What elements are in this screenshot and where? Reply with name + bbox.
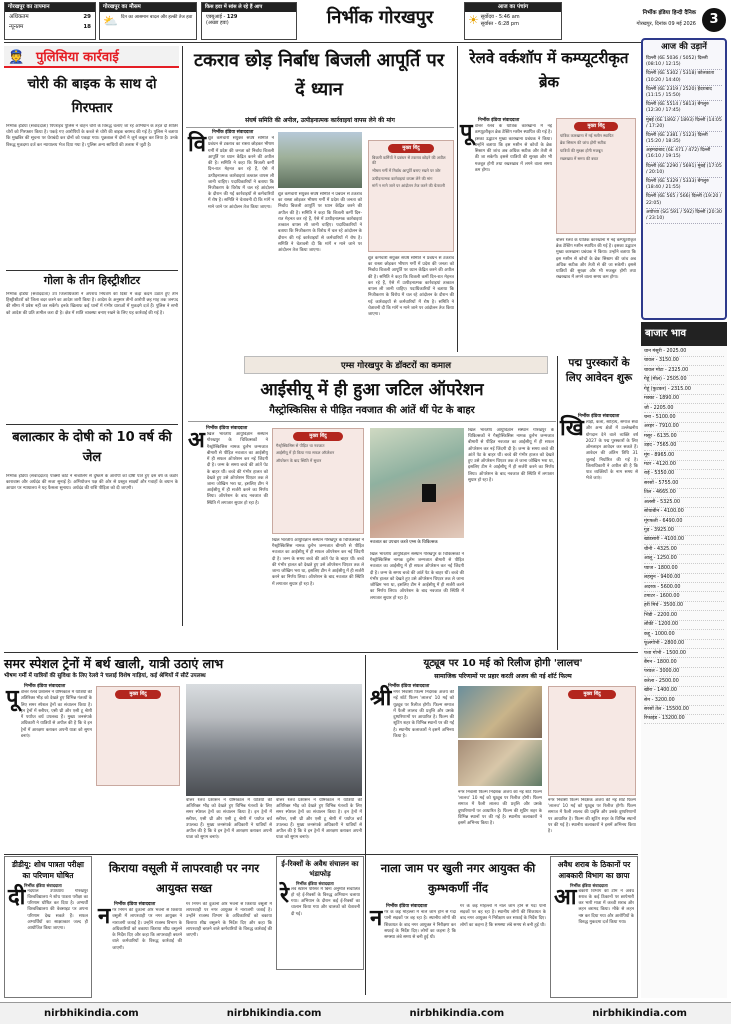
film-keypoints: [548, 686, 636, 796]
rent-headline: किराया वसूली में लापरवाही पर नगर आयुक्त सख्त: [108, 861, 260, 895]
center-article-1-dropcap: वि: [188, 132, 206, 158]
market-price-item: सरसों - 5755.00: [644, 479, 724, 488]
panchang-title: आज का पंचांग: [465, 3, 561, 12]
left-article-3-body: निर्भीक इंडिया (संवाददाता) पॉक्सो कोर्ट ने नाबालिग से दुष्कर्म के आरोपी को दोषी पाते हुए दस वर्ष के कठोर कारावास और अर्थदंड की सजा सुनाई है। अभियोजन पक्ष की ओर से प्रस्तुत साक्ष्यों और गवाहों के बयान के आधार पर न्यायालय ने यह फैसला सुनाया। अर्थदंड की राशि पीड़िता को दी जाएगी।: [6, 474, 178, 492]
max-temp-label: अधिकतम: [9, 14, 29, 21]
ddu-dropcap: दी: [8, 884, 26, 910]
film-dropcap: श्री: [370, 686, 392, 712]
liquor-body: बकारी विभाग की टीम ने अवैध शराब के कई ठिकानों पर छापेमारी कर भारी मात्रा में कच्ची शराब और लहन बरामद किया। मौके से लहन नष्ट कर दिया गया और आरोपियों के विरुद्ध मुकदमा दर्ज किया गया।: [578, 888, 634, 925]
blur-box: [422, 484, 436, 502]
market-title: बाजार भाव: [641, 322, 727, 346]
right-article-1-dropcap: पू: [460, 120, 473, 146]
market-price-item: परवल - 3000.00: [644, 668, 724, 677]
rent-body-col2: गर निगम की दुकानों और भवनों से किराया वसूली में लापरवाही पर नगर आयुक्त ने नाराजगी जताई है। उन्होंने राजस्व विभाग के अधिकारियों को बकाया किराया शीघ्र वसूलने के निर्देश दिए और कहा कि लापरवाही बरतने वाले कर्मचारियों के विरुद्ध कार्रवाई की जाएगी।: [186, 902, 272, 939]
footer-website[interactable]: nirbhikindia.com: [44, 1007, 139, 1019]
edition-name: निर्भीक इंडिया हिन्दी दैनिक: [642, 10, 696, 16]
min-temp-value: 18: [83, 23, 91, 30]
keypoint: भीषण गर्मी में निर्बाध आपूर्ति बनाए रखने पर जोर: [372, 168, 441, 174]
market-price-item: जौ - 2205.00: [644, 404, 724, 413]
keypoints-title: मुख्य बिंदु: [388, 144, 435, 153]
ddu-body: नदयाल उपाध्याय गोरखपुर विश्वविद्यालय ने शोध पात्रता परीक्षा का परिणाम घोषित कर दिया है। अभ्यर्थी विश्वविद्यालय की वेबसाइट पर अपना परिणाम देख सकते हैं। सफल अभ्यर्थियों का साक्षात्कार जल्द ही आयोजित किया जाएगा।: [27, 888, 88, 931]
aqi-box: किस हवा में सांस ले रहे हैं आप एक्यूआई - 129 (अच्छा हवा): [201, 2, 297, 40]
market-price-item: कद्दू - 1000.00: [644, 630, 724, 639]
temperature-box: [4, 2, 96, 40]
aqi-value: 129: [226, 13, 238, 20]
market-price-item: उड़द - 7565.00: [644, 442, 724, 451]
left-divider-1: [6, 270, 178, 271]
aiims-body-col2: खिल भारतीय आयुर्विज्ञान संस्थान गोरखपुर के चिकित्सकों ने गैस्ट्रोस्किसिस नामक दुर्लभ जन्मजात बीमारी से पीड़ित नवजात का आईसीयू में ही सफल ऑपरेशन कर नई जिंदगी दी है। जन्म के समय बच्चे की आंतें पेट के बाहर थीं। बच्चे की गंभीर हालत को देखते हुए उसे ऑपरेशन थिएटर तक ले जाना जोखिम भरा था, इसलिए टीम ने आईसीयू में ही सर्जरी करने का निर्णय लिया। ऑपरेशन के बाद नवजात की स्थिति में लगातार सुधार हो रहा है।: [272, 538, 364, 587]
summer-trains-body-col2: र्वोत्तर रेलवे प्रशासन ने ग्रीष्मकाल में यात्रियों की अतिरिक्त भीड़ को देखते हुए विभिन्न गंतव्यों के लिए समर स्पेशल ट्रेनों का संचालन किया है। इन ट्रेनों में स्लीपर, एसी थ्री और एसी टू श्रेणी में पर्याप्त बर्थ उपलब्ध हैं। मुख्य जनसंपर्क अधिकारी ने यात्रियों से अपील की है कि वे इन ट्रेनों में आरक्षण कराकर अपनी यात्रा को सुगम बनाएं।: [186, 798, 272, 841]
aiims-body-col3: खिल भारतीय आयुर्विज्ञान संस्थान गोरखपुर के चिकित्सकों ने गैस्ट्रोस्किसिस नामक दुर्लभ जन्मजात बीमारी से पीड़ित नवजात का आईसीयू में ही सफल ऑपरेशन कर नई जिंदगी दी है। जन्म के समय बच्चे की आंतें पेट के बाहर थीं। बच्चे की गंभीर हालत को देखते हुए उसे ऑपरेशन थिएटर तक ले जाना जोखिम भरा था, इसलिए टीम ने आईसीयू में ही सर्जरी करने का निर्णय लिया। ऑपरेशन के बाद नवजात की स्थिति में लगातार सुधार हो रहा है।: [370, 552, 464, 601]
lower-row-rule: [4, 854, 638, 855]
keypoints-title: मुख्य बिंदु: [115, 690, 161, 699]
center-article-1-byline: निर्भीक इंडिया संवाददाता: [212, 130, 254, 135]
summer-trains-text: [6, 684, 92, 804]
left-article-2-headline: गोला के तीन हिस्ट्रीशीटर: [43, 274, 141, 287]
erickshaw-headline: ई-रिक्शों के अवैध संचालन का भंडाफोड़: [281, 860, 359, 878]
flight-item: दिल्ली (6E 2319 / 2520) हैदराबाद (11:15 / 15:50): [646, 86, 722, 101]
market-price-item: सोयाबीन - 4100.00: [644, 508, 724, 517]
flight-item: मुंबई (6E 1892 / 1893) दिल्ली (14:05 / 17:20): [646, 117, 722, 132]
keypoints-title: मुख्य बिंदु: [568, 690, 616, 699]
section-banner-label: पुलिसिया कार्रवाई: [36, 50, 119, 65]
market-price-item: खांडसारी - 4100.00: [644, 536, 724, 545]
weather-title: गोरखपुर का मौसम: [100, 3, 196, 12]
footer-website[interactable]: nirbhikindia.com: [226, 1007, 322, 1019]
flight-item: दिल्ली (6E 2381 / 5123) दिल्ली (15:20 / 18:35): [646, 132, 722, 147]
erickshaw-dropcap: रे: [280, 882, 289, 908]
train-photo: [186, 684, 362, 796]
ddu-headline: डीडीयू: शोध पात्रता परीक्षा का परिणाम घोषित: [12, 860, 84, 880]
film-text: [370, 684, 454, 844]
market-price-item: टमाटर - 1600.00: [644, 592, 724, 601]
summer-trains-body: र्वोत्तर रेलवे प्रशासन ने ग्रीष्मकाल में यात्रियों की अतिरिक्त भीड़ को देखते हुए विभिन्न गंतव्यों के लिए समर स्पेशल ट्रेनों का संचालन किया है। इन ट्रेनों में स्लीपर, एसी थ्री और एसी टू श्रेणी में पर्याप्त बर्थ उपलब्ध हैं। मुख्य जनसंपर्क अधिकारी ने यात्रियों से अपील की है कि वे इन ट्रेनों में आरक्षण कराकर अपनी यात्रा को सुगम बनाएं।: [20, 690, 92, 739]
flight-item: अहमदाबाद (6E 471 / 472) दिल्ली (16:10 / 19:15): [646, 147, 722, 162]
right-article-1-body: र्वोत्तर रेलवे के यांत्रिक कारखाना में नई कम्प्यूटरीकृत ब्रेक टेस्टिंग मशीन स्थापित की गई है। इसका उद्घाटन मुख्य कारखाना प्रबंधक ने किया। उन्होंने बताया कि इस मशीन से कोचों के ब्रेक सिस्टम की जांच अब अधिक सटीक और तेजी से की जा सकेगी। इससे यात्रियों की सुरक्षा और भी मजबूत होगी तथा रखरखाव में लगने वाला समय कम होगा।: [474, 124, 552, 173]
rent-dropcap: न: [98, 904, 111, 930]
aqi-title: किस हवा में सांस ले रहे हैं आप: [202, 3, 296, 12]
aqi-status: (अच्छा हवा): [206, 20, 229, 27]
market-price-item: पत्ता गोभी - 1500.00: [644, 649, 724, 658]
masthead-rule: [4, 42, 727, 43]
aiims-subhead: गैस्ट्रोस्किसिस से पीड़ित नवजात की आंतें थीं पेट के बाहर: [188, 404, 556, 422]
flight-item: दिल्ली (6E 5329 / 5333) बेंगलुरु (18:40 / 21:55): [646, 178, 722, 193]
weather-text: दिन का आसमान बादल और हल्की तेज हवा: [120, 15, 193, 21]
rent-byline: निर्भीक इंडिया संवाददाता: [114, 902, 156, 907]
market-price-item: सरसों तेल - 15500.00: [644, 706, 724, 715]
left-article-1-body: निर्भीक इंडिया (संवाददाता) पिपराइच पुलिस ने वाहन चोरों के विरुद्ध चलाए जा रहे अभियान के तहत दो शातिर चोरों को गिरफ्तार किया है। पकड़े गए आरोपियों के कब्जे से चोरी की बाइक बरामद की गई है। पुलिस ने बताया कि मुखबिर की सूचना पर घेराबंदी कर दोनों को पकड़ा गया। पूछताछ में दोनों ने जुर्म कबूल कर लिया है। उनके विरुद्ध मुकदमा दर्ज कर न्यायालय भेज दिया गया है। पुलिस अन्य साथियों की तलाश में जुटी है।: [6, 124, 178, 148]
mid-rule: [4, 652, 638, 653]
market-price-item: मटर - 4120.00: [644, 461, 724, 470]
summer-trains-dropcap: पू: [6, 686, 19, 712]
ddu-box: [4, 856, 92, 998]
aiims-headline: आईसीयू में ही हुआ जटिल ऑपरेशन: [260, 380, 484, 400]
aiims-dropcap: अ: [188, 428, 205, 454]
drain-byline: निर्भीक इंडिया संवाददाता: [386, 904, 428, 909]
aiims-keypoints: [272, 428, 364, 534]
market-price-item: गेहूं (मील) - 2505.00: [644, 376, 724, 385]
center-article-1-subhead: संघर्ष समिति की अपील, उत्पीड़नात्मक कार्रवाइयां वापस लेने की मांग: [186, 117, 454, 128]
film-headline: यूट्यूब पर 10 मई को रिलीज होगी 'लालच': [423, 658, 583, 669]
flights-sidebar: [641, 38, 727, 320]
flight-item: अयोध्या (SG 591 / 592) दिल्ली (20:30 / 23:10): [646, 209, 722, 224]
center-article-1-text: [188, 130, 274, 350]
drain-dropcap: न: [370, 906, 383, 932]
aiims-text: [188, 426, 268, 648]
market-price-item: अलसी - 5325.00: [644, 498, 724, 507]
market-price-item: मक्का - 1890.00: [644, 395, 724, 404]
market-price-item: गेहूं (फुटकर) - 2315.00: [644, 385, 724, 394]
market-price-item: अरहर - 7910.00: [644, 423, 724, 432]
market-price-item: हरी मिर्च - 3500.00: [644, 602, 724, 611]
market-price-item: गुड़ - 3925.00: [644, 527, 724, 536]
market-list: [641, 346, 727, 727]
cloud-sun-icon: ⛅: [103, 14, 118, 29]
aiims-body-col4: खिल भारतीय आयुर्विज्ञान संस्थान गोरखपुर के चिकित्सकों ने गैस्ट्रोस्किसिस नामक दुर्लभ जन्मजात बीमारी से पीड़ित नवजात का आईसीयू में ही सफल ऑपरेशन कर नई जिंदगी दी है। जन्म के समय बच्चे की आंतें पेट के बाहर थीं। बच्चे की गंभीर हालत को देखते हुए उसे ऑपरेशन थिएटर तक ले जाना जोखिम भरा था, इसलिए टीम ने आईसीयू में ही सर्जरी करने का निर्णय लिया। ऑपरेशन के बाद नवजात की स्थिति में लगातार सुधार हो रहा है।: [468, 428, 554, 483]
market-price-item: करेला - 2500.00: [644, 677, 724, 686]
film-photo-2: [458, 740, 542, 786]
market-price-item: चावल - 3150.00: [644, 357, 724, 366]
summer-trains-headline: समर स्पेशल ट्रेनों में बर्थ खाली, यात्री उठाएं लाभ: [4, 656, 224, 671]
keypoint: बिजली कर्मियों ने प्रबंधन से टकराव छोड़ने की अपील की: [372, 154, 446, 166]
left-column-rule: [182, 46, 183, 626]
sun-icon: ☀: [468, 13, 479, 28]
flights-list: [643, 55, 725, 224]
drain-text: [370, 904, 456, 998]
drain-headline: नाला जाम पर खुली नगर आयुक्त की कुम्भकर्णी नींद: [380, 861, 536, 895]
market-price-item: मूंगफली - 6490.00: [644, 517, 724, 526]
market-price-item: अदरक - 5600.00: [644, 583, 724, 592]
market-price-item: मसूर - 6135.00: [644, 432, 724, 441]
masthead-title: निर्भीक गोरखपुर: [326, 7, 434, 28]
page-number: 3: [702, 8, 726, 32]
rent-body: गर निगम की दुकानों और भवनों से किराया वसूली में लापरवाही पर नगर आयुक्त ने नाराजगी जताई है। उन्होंने राजस्व विभाग के अधिकारियों को बकाया किराया शीघ्र वसूलने के निर्देश दिए और कहा कि लापरवाही बरतने वाले कर्मचारियों के विरुद्ध कार्रवाई की जाएगी।: [112, 908, 182, 951]
flights-title: आज की उड़ानें: [661, 42, 707, 52]
right-article-1-byline: निर्भीक इंडिया संवाददाता: [478, 118, 520, 123]
market-price-item: रिफाइंड - 13200.00: [644, 715, 724, 724]
market-price-item: खीरा - 1400.00: [644, 687, 724, 696]
market-price-item: फूलगोभी - 2800.00: [644, 640, 724, 649]
padma-text: [560, 414, 638, 648]
ddu-byline: निर्भीक इंडिया संवाददाता: [24, 883, 62, 888]
film-byline: निर्भीक इंडिया संवाददाता: [388, 684, 430, 689]
aiims-body: खिल भारतीय आयुर्विज्ञान संस्थान गोरखपुर के चिकित्सकों ने गैस्ट्रोस्किसिस नामक दुर्लभ जन्मजात बीमारी से पीड़ित नवजात का आईसीयू में ही सफल ऑपरेशन कर नई जिंदगी दी है। जन्म के समय बच्चे की आंतें पेट के बाहर थीं। बच्चे की गंभीर हालत को देखते हुए उसे ऑपरेशन थिएटर तक ले जाना जोखिम भरा था, इसलिए टीम ने आईसीयू में ही सर्जरी करने का निर्णय लिया। ऑपरेशन के बाद नवजात की स्थिति में लगातार सुधार हो रहा है।: [206, 432, 268, 506]
center-article-1-headline: टकराव छोड़ निर्बाध बिजली आपूर्ति पर दें ध्यान: [193, 50, 445, 100]
dateline: गोरखपुर, दिनांक 09 मई 2026: [636, 21, 696, 27]
footer-website[interactable]: nirbhikindia.com: [409, 1007, 505, 1019]
padma-rule: [557, 356, 558, 650]
liquor-dropcap: आ: [554, 884, 577, 910]
film-body-col2: नगर निवासी फिल्म निर्देशक अजय की नई शॉर्ट फिल्म 'लालच' 10 मई को यूट्यूब पर रिलीज होगी। फिल्म समाज में फैली लालच की प्रवृत्ति और उसके दुष्परिणामों पर आधारित है। फिल्म की शूटिंग शहर के विभिन्न स्थानों पर की गई है। स्थानीय कलाकारों ने इसमें अभिनय किया है।: [458, 790, 542, 827]
liquor-box: [550, 856, 638, 998]
film-photo-1: [458, 686, 542, 738]
section-banner: [4, 46, 179, 68]
left-divider-2: [6, 424, 178, 425]
keypoint: गैस्ट्रोस्किसिस से पीड़ित था नवजात: [276, 442, 325, 448]
liquor-headline: अवैध शराब के ठिकानों पर आबकारी विभाग का छापा: [557, 860, 631, 880]
flight-item: दिल्ली (6E 5514 / 5813) बेंगलुरु (12:30 / 17:45): [646, 101, 722, 116]
summer-trains-subhead: भीषण गर्मी में यात्रियों की सुविधा के लिए रेलवे ने चलाई विशेष गाड़ियां, कई श्रेणियों में सीटें उपलब्ध: [4, 673, 206, 679]
sunrise-time: सूर्योदय - 5:46 am: [480, 14, 520, 21]
bottom-left-rule: [365, 655, 366, 995]
center-article-1-body-col2: द्युत कर्मचारी संयुक्त संघर्ष समिति ने प्रबंधन से टकराव का रास्ता छोड़कर भीषण गर्मी में प्रदेश की जनता को निर्बाध बिजली आपूर्ति पर ध्यान केंद्रित करने की अपील की है। समिति ने कहा कि बिजली कर्मी दिन-रात मेहनत कर रहे हैं, ऐसे में उत्पीड़नात्मक कार्रवाइयां तत्काल वापस ली जानी चाहिए। पदाधिकारियों ने बताया कि निजीकरण के विरोध में चल रहे आंदोलन के दौरान की गई कार्रवाइयों से कर्मचारियों में रोष है। समिति ने चेतावनी दी कि मांगें न माने जाने पर आंदोलन तेज किया जाएगा।: [278, 192, 362, 253]
padma-dropcap: खि: [560, 416, 584, 442]
market-price-item: मूंग - 8965.00: [644, 451, 724, 460]
market-sidebar: [641, 322, 727, 998]
newborn-photo: [370, 428, 464, 538]
keypoint: आईसीयू में ही किया गया सफल ऑपरेशन: [276, 450, 335, 456]
market-price-item: लौकी - 1200.00: [644, 621, 724, 630]
film-body-col3: नगर निवासी फिल्म निर्देशक अजय की नई शॉर्ट फिल्म 'लालच' 10 मई को यूट्यूब पर रिलीज होगी। फिल्म समाज में फैली लालच की प्रवृत्ति और उसके दुष्परिणामों पर आधारित है। फिल्म की शूटिंग शहर के विभिन्न स्थानों पर की गई है। स्थानीय कलाकारों ने इसमें अभिनय किया है।: [548, 798, 636, 835]
right-article-1-keypoints: [556, 118, 636, 234]
left-article-1-headline: चोरी की बाइक के साथ दो गिरफ्तार: [27, 76, 157, 116]
market-price-item: सेम - 3200.00: [644, 696, 724, 705]
aqi-label: एक्यूआई: [206, 13, 222, 20]
panchang-box: [464, 2, 562, 40]
aiims-byline: निर्भीक इंडिया संवाददाता: [206, 426, 248, 431]
center-article-1-keypoints: [368, 140, 454, 252]
market-price-item: भिंडी - 2200.00: [644, 611, 724, 620]
center-article-1-body-col3: द्युत कर्मचारी संयुक्त संघर्ष समिति ने प्रबंधन से टकराव का रास्ता छोड़कर भीषण गर्मी में प्रदेश की जनता को निर्बाध बिजली आपूर्ति पर ध्यान केंद्रित करने की अपील की है। समिति ने कहा कि बिजली कर्मी दिन-रात मेहनत कर रहे हैं, ऐसे में उत्पीड़नात्मक कार्रवाइयां तत्काल वापस ली जानी चाहिए। पदाधिकारियों ने बताया कि निजीकरण के विरोध में चल रहे आंदोलन के दौरान की गई कार्रवाइयों से कर्मचारियों में रोष है। समिति ने चेतावनी दी कि मांगें न माने जाने पर आंदोलन तेज किया जाएगा।: [368, 256, 454, 317]
right-article-1-headline: रेलवे वर्कशॉप में कम्प्यूटरीकृत ब्रेक: [469, 49, 629, 91]
keypoints-title: मुख्य बिंदु: [293, 432, 343, 441]
right-article-1-body-col2: र्वोत्तर रेलवे के यांत्रिक कारखाना में नई कम्प्यूटरीकृत ब्रेक टेस्टिंग मशीन स्थापित की गई है। इसका उद्घाटन मुख्य कारखाना प्रबंधक ने किया। उन्होंने बताया कि इस मशीन से कोचों के ब्रेक सिस्टम की जांच अब अधिक सटीक और तेजी से की जा सकेगी। इससे यात्रियों की सुरक्षा और भी मजबूत होगी तथा रखरखाव में लगने वाला समय कम होगा।: [556, 238, 636, 281]
sunset-time: सूर्यास्त - 6:28 pm: [480, 21, 519, 28]
padma-byline: निर्भीक इंडिया संवाददाता: [578, 414, 620, 419]
padma-headline: पद्म पुरस्कारों के लिए आवेदन शुरू: [565, 357, 633, 384]
market-price-item: राई - 5350.00: [644, 470, 724, 479]
liquor-byline: निर्भीक इंडिया संवाददाता: [570, 883, 608, 888]
footer-bar: [0, 1002, 731, 1024]
protest-photo: [278, 132, 362, 188]
drain-body-col2: गर के कई मोहल्लों में नाले जाम होने से गंदा पानी सड़कों पर बह रहा है। स्थानीय लोगों की शिकायत के बाद नगर आयुक्त ने निरीक्षण कर सफाई के निर्देश दिए। लोगों का कहना है कि समस्या लंबे समय से बनी हुई थी।: [460, 904, 546, 928]
aiims-photo-caption: नवजात का उपचार करते एम्स के चिकित्सक: [370, 540, 438, 545]
summer-trains-body-col3: र्वोत्तर रेलवे प्रशासन ने ग्रीष्मकाल में यात्रियों की अतिरिक्त भीड़ को देखते हुए विभिन्न गंतव्यों के लिए समर स्पेशल ट्रेनों का संचालन किया है। इन ट्रेनों में स्लीपर, एसी थ्री और एसी टू श्रेणी में पर्याप्त बर्थ उपलब्ध हैं। मुख्य जनसंपर्क अधिकारी ने यात्रियों से अपील की है कि वे इन ट्रेनों में आरक्षण कराकर अपनी यात्रा को सुगम बनाएं।: [276, 798, 362, 841]
police-icon: 👮: [8, 50, 25, 65]
keypoints-title: मुख्य बिंदु: [574, 122, 617, 131]
market-price-item: चीनी - 4325.00: [644, 545, 724, 554]
market-price-item: लहसुन - 9400.00: [644, 574, 724, 583]
center-article-1-body: द्युत कर्मचारी संयुक्त संघर्ष समिति ने प्रबंधन से टकराव का रास्ता छोड़कर भीषण गर्मी में प्रदेश की जनता को निर्बाध बिजली आपूर्ति पर ध्यान केंद्रित करने की अपील की है। समिति ने कहा कि बिजली कर्मी दिन-रात मेहनत कर रहे हैं, ऐसे में उत्पीड़नात्मक कार्रवाइयां तत्काल वापस ली जानी चाहिए। पदाधिकारियों ने बताया कि निजीकरण के विरोध में चल रहे आंदोलन के दौरान की गई कार्रवाइयों से कर्मचारियों में रोष है। समिति ने चेतावनी दी कि मांगें न माने जाने पर आंदोलन तेज किया जाएगा।: [207, 136, 274, 210]
keypoint: उत्पीड़नात्मक कार्रवाइयां वापस लेने की मांग: [372, 175, 433, 181]
padma-body: लाड़ी, कला, साहित्य, समाज सेवा और अन्य क्षेत्रों में उल्लेखनीय योगदान देने वाले व्यक्ति वर्ष 2027 के पद्म पुरस्कारों के लिए ऑनलाइन आवेदन कर सकते हैं। आवेदन की अंतिम तिथि 31 जुलाई निर्धारित की गई है। जिलाधिकारी ने अपील की है कि पात्र व्यक्तियों के नाम समय से भेजे जाएं।: [585, 420, 638, 482]
keypoint: यात्रियों की सुरक्षा होगी मजबूत: [560, 148, 603, 154]
erickshaw-body: लवे स्टेशन परिसर में बिना अनुमति संचालित हो रहे ई-रिक्शों के विरुद्ध अभियान चलाया गया। अभियान के दौरान कई ई-रिक्शों का चालान किया गया और चालकों को चेतावनी दी गई।: [291, 886, 360, 917]
min-temp-label: न्यूनतम: [9, 23, 24, 30]
keypoint: ब्रेक सिस्टम की जांच होगी सटीक: [560, 140, 607, 146]
market-price-item: चावल मोटा - 2325.00: [644, 366, 724, 375]
left-article-2-body: निर्भीक इंडिया (संवाददाता) उप जिलाधिकारी ने अपराध नियंत्रण की दिशा में कड़ा कदम उठाते हुए तीन हिस्ट्रीशीटरों को जिला बदर करने का आदेश जारी किया है। आदेश के अनुसार तीनों आरोपी छह माह तक जनपद की सीमा में प्रवेश नहीं कर सकेंगे। इनके खिलाफ कई थानों में गंभीर धाराओं में मुकदमे दर्ज हैं। पुलिस ने सभी को आदेश की प्रति तामील करा दी है। क्षेत्र में शांति व्यवस्था बनाए रखने के लिए यह कार्रवाई की गई है।: [6, 292, 178, 316]
market-price-item: तिल - 4665.00: [644, 489, 724, 498]
left-article-3-headline: बलात्कार के दोषी को 10 वर्ष की जेल: [12, 430, 172, 465]
aiims-kicker: एम्स गोरखपुर के डॉक्टरों का कमाल: [244, 356, 548, 374]
max-temp-value: 29: [83, 14, 91, 21]
summer-trains-byline: निर्भीक इंडिया संवाददाता: [24, 684, 66, 689]
keypoint: मांगें न माने जाने पर आंदोलन तेज करने की चेतावनी: [372, 183, 445, 189]
flight-item: दिल्ली (6E 5302 / 5318) कोलकाता (10:20 / 14:40): [646, 70, 722, 85]
flight-item: दिल्ली (6E 2290 / 5691) मुंबई (17:05 / 20:10): [646, 163, 722, 178]
center-right-rule: [457, 46, 458, 352]
market-price-item: चना - 5100.00: [644, 413, 724, 422]
keypoint: यांत्रिक कारखाना में नई मशीन स्थापित: [560, 132, 614, 138]
erickshaw-box: [276, 856, 364, 970]
temperature-title: गोरखपुर का तापमान: [5, 3, 95, 12]
rent-text: [98, 902, 182, 998]
market-price-item: बैंगन - 1800.00: [644, 658, 724, 667]
right-article-1-text: [460, 118, 552, 350]
summer-trains-keypoints: [96, 686, 180, 786]
erickshaw-byline: निर्भीक इंडिया संवाददाता: [296, 881, 334, 886]
film-subhead: सामाजिक परिणामों पर प्रहार करती अजय की नई शॉर्ट फिल्म: [434, 673, 572, 680]
market-price-item: प्याज - 1800.00: [644, 564, 724, 573]
flight-item: दिल्ली (6E 5036 / 5052) दिल्ली (08:10 / 12:15): [646, 55, 722, 70]
keypoint: रखरखाव में समय की बचत: [560, 155, 599, 161]
keypoint: ऑपरेशन के बाद स्थिति में सुधार: [276, 458, 322, 464]
flight-item: दिल्ली (6E 565 / 566) दिल्ली (19:20 / 22:05): [646, 193, 722, 208]
film-body: नगर निवासी फिल्म निर्देशक अजय की नई शॉर्ट फिल्म 'लालच' 10 मई को यूट्यूब पर रिलीज होगी। फिल्म समाज में फैली लालच की प्रवृत्ति और उसके दुष्परिणामों पर आधारित है। फिल्म की शूटिंग शहर के विभिन्न स्थानों पर की गई है। स्थानीय कलाकारों ने इसमें अभिनय किया है।: [393, 690, 454, 739]
footer-website[interactable]: nirbhikindia.com: [592, 1007, 687, 1019]
drain-body: गर के कई मोहल्लों में नाले जाम होने से गंदा पानी सड़कों पर बह रहा है। स्थानीय लोगों की शिकायत के बाद नगर आयुक्त ने निरीक्षण कर सफाई के निर्देश दिए। लोगों का कहना है कि समस्या लंबे समय से बनी हुई थी।: [384, 910, 456, 941]
weather-box: [99, 2, 197, 40]
market-price-item: धान मंसूरी - 2025.00: [644, 348, 724, 357]
market-price-item: आलू - 1250.00: [644, 555, 724, 564]
